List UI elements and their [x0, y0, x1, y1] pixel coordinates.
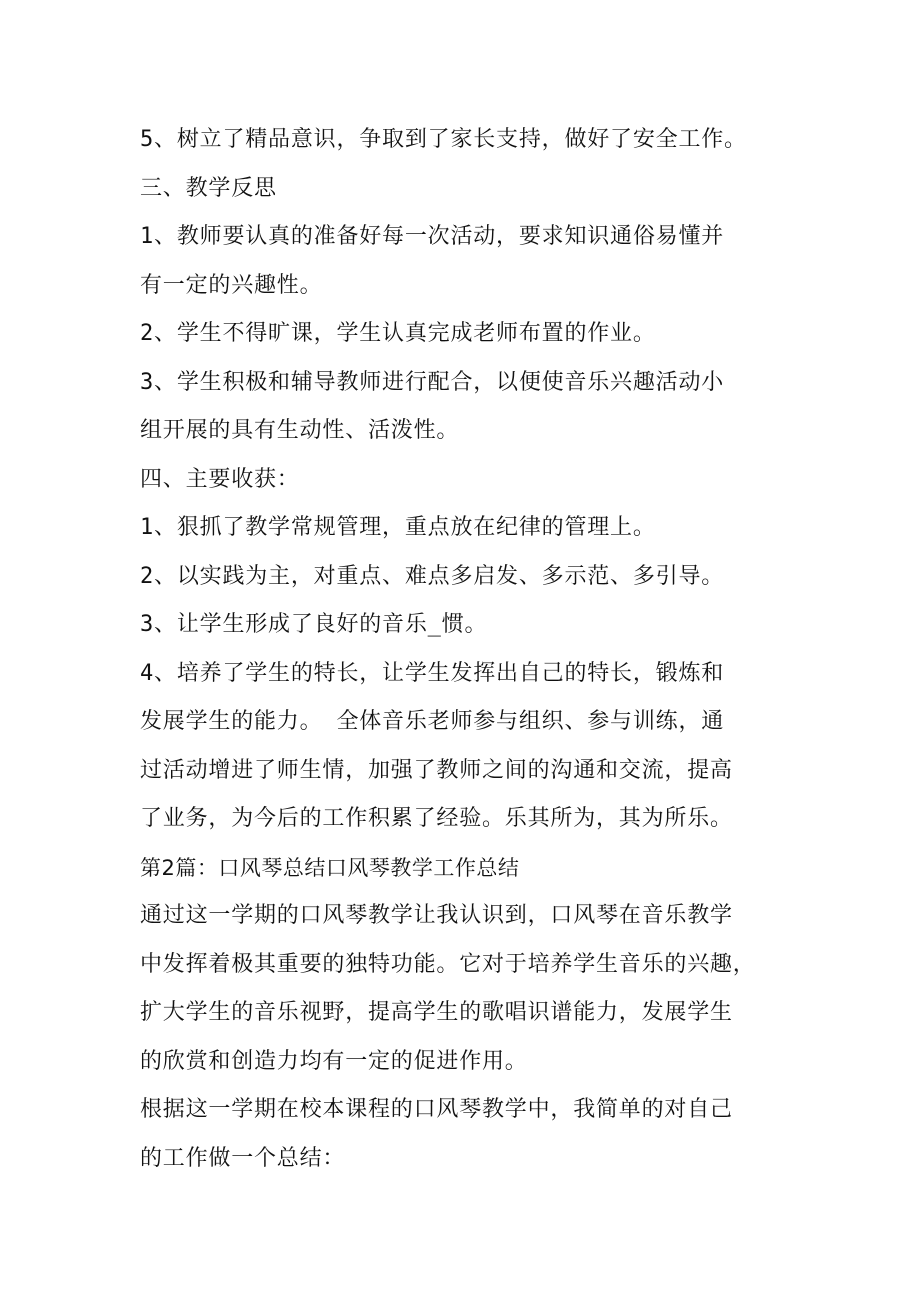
text-line: 1、狠抓了教学常规管理，重点放在纪律的管理上。	[140, 515, 656, 540]
text-line: 根据这一学期在校本课程的口风琴教学中，我简单的对自己	[140, 1097, 733, 1122]
text-line: 过活动增进了师生情，加强了教师之间的沟通和交流，提高	[140, 757, 733, 783]
text-line: 的工作做一个总结：	[140, 1145, 346, 1171]
text-line: 了业务，为今后的工作积累了经验。乐其所为，其为所乐。	[140, 806, 733, 831]
text-line: 中发挥着极其重要的独特功能。它对于培养学生音乐的兴趣，	[140, 951, 756, 977]
text-line: 通过这一学期的口风琴教学让我认识到，口风琴在音乐教学	[140, 903, 733, 928]
text-line: 组开展的具有生动性、活泼性。	[140, 418, 460, 443]
text-line: 1、教师要认真的准备好每一次活动，要求知识通俗易懂并	[140, 224, 725, 249]
text-line: 2、以实践为主，对重点、难点多启发、多示范、多引导。	[140, 563, 725, 589]
text-line: 4、培养了学生的特长，让学生发挥出自己的特长，锻炼和	[140, 660, 725, 686]
text-line: 的欣赏和创造力均有一定的促进作用。	[140, 1048, 528, 1074]
text-line: 有一定的兴趣性。	[140, 272, 323, 298]
document-body	[140, 116, 800, 1183]
article-title: 第2篇：口风琴总结口风琴教学工作总结	[140, 855, 520, 880]
text-line: 发展学生的能力。 全体音乐老师参与组织、参与训练，通	[140, 709, 725, 734]
text-line: 3、让学生形成了良好的音乐_惯。	[140, 612, 488, 637]
text-line: 扩大学生的音乐视野，提高学生的歌唱识谱能力，发展学生	[140, 1000, 733, 1025]
text-line: 2、学生不得旷课，学生认真完成老师布置的作业。	[140, 321, 656, 346]
text-line: 3、学生积极和辅导教师进行配合，以便使音乐兴趣活动小	[140, 369, 725, 395]
text-line: 5、树立了精品意识，争取到了家长支持，做好了安全工作。	[140, 127, 747, 152]
section-heading-gains: 四、主要收获：	[140, 466, 300, 492]
section-heading-reflection: 三、教学反思	[140, 175, 277, 201]
